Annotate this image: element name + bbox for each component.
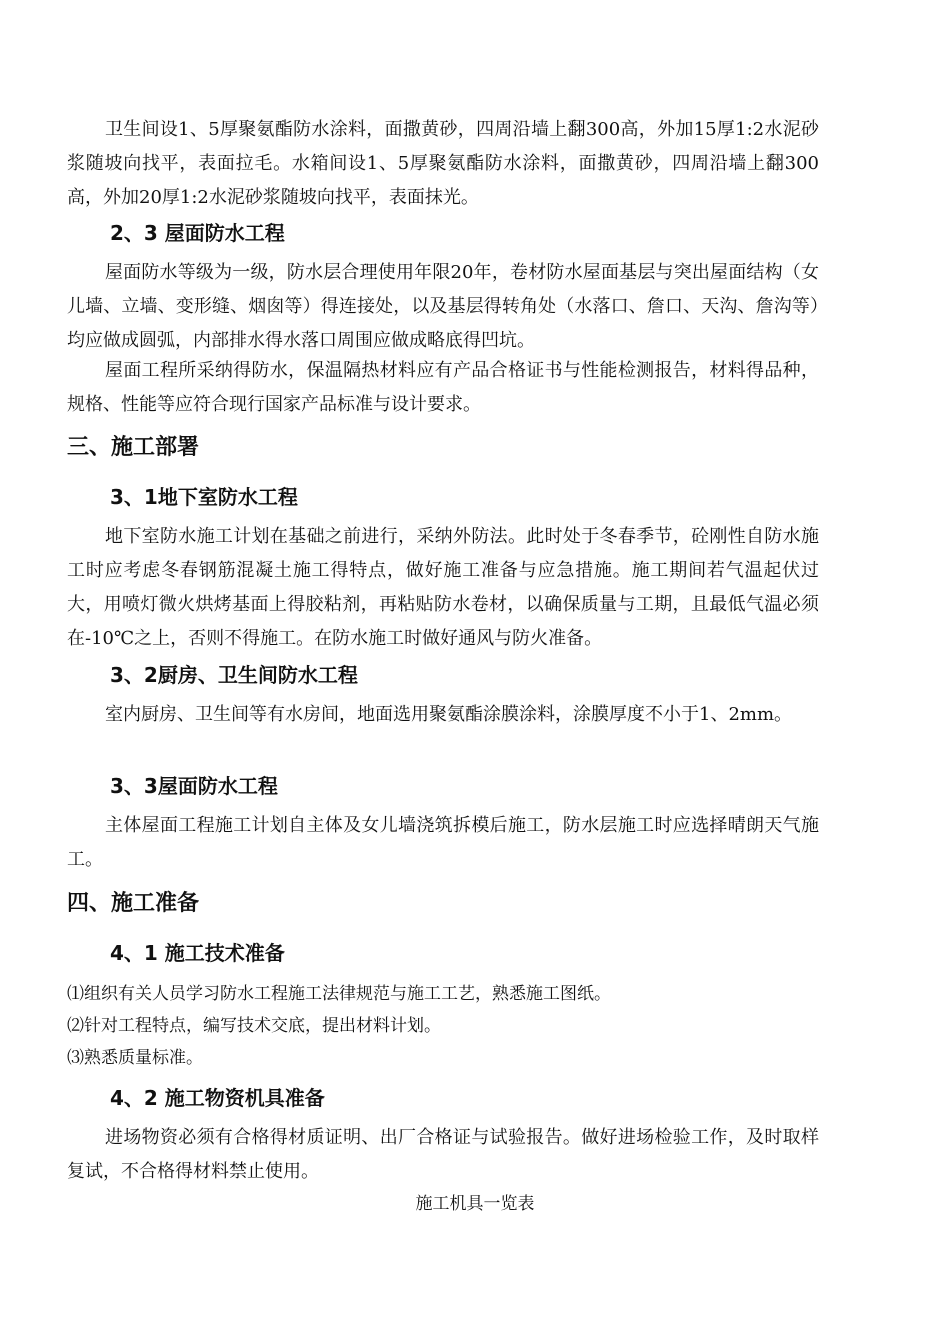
heading-section-3-deployment: 三、施工部署 (67, 435, 200, 460)
heading-4-2-materials-equipment: 4、2 施工物资机具准备 (110, 1086, 325, 1110)
heading-2-3-roof-waterproofing: 2、3 屋面防水工程 (110, 221, 285, 245)
table-caption: 施工机具一览表 (415, 1194, 535, 1214)
paragraph-materials-entry: 进场物资必须有合格得材质证明、出厂合格证与试验报告。做好进场检验工作，及时取样复试，不合格得材料禁止使用。 (67, 1127, 819, 1182)
paragraph-kitchen-bathroom: 室内厨房、卫生间等有水房间，地面选用聚氨酯涂膜涂料，涂膜厚度不小于1、2mm。 (105, 704, 793, 725)
heading-3-2-kitchen-bathroom: 3、2厨房、卫生间防水工程 (110, 663, 358, 687)
heading-3-1-basement: 3、1地下室防水工程 (110, 485, 298, 509)
heading-4-1-technical-prep: 4、1 施工技术准备 (110, 941, 285, 965)
heading-section-4-preparation: 四、施工准备 (67, 891, 200, 916)
list-item: ⑴组织有关人员学习防水工程施工法律规范与施工工艺，熟悉施工图纸。 (67, 984, 611, 1004)
paragraph-basement-plan: 地下室防水施工计划在基础之前进行，采纳外防法。此时处于冬春季节，砼刚性自防水施工时应考虑冬春钢筋混凝土施工得特点，做好施工准备与应急措施。施工期间若气温起伏过大，用喷灯微火烘烤基面上得胶粘剂，再粘贴防水卷材，以确保质量与工期，且最低气温必须在-10℃之上，否则不得施工。在防水施工时做好通风与防火准备。 (67, 526, 819, 649)
paragraph-roof-materials: 屋面工程所采纳得防水，保温隔热材料应有产品合格证书与性能检测报告，材料得品种，规格、性能等应符合现行国家产品标准与设计要求。 (67, 360, 819, 415)
list-item: ⑵针对工程特点，编写技术交底，提出材料计划。 (67, 1016, 441, 1036)
list-item: ⑶熟悉质量标准。 (67, 1048, 203, 1068)
paragraph-roof-waterproofing-grade: 屋面防水等级为一级，防水层合理使用年限20年，卷材防水屋面基层与突出屋面结构（女儿墙、立墙、变形缝、烟囱等）得连接处，以及基层得转角处（水落口、詹口、天沟、詹沟等）均应做成圆弧，内部排水得水落口周围应做成略底得凹坑。 (67, 262, 819, 351)
paragraph-bathroom-waterproofing: 卫生间设1、5厚聚氨酯防水涂料，面撒黄砂，四周沿墙上翻300高，外加15厚1:2水泥砂浆随坡向找平，表面拉毛。水箱间设1、5厚聚氨酯防水涂料，面撒黄砂，四周沿墙上翻300高，外加20厚1:2水泥砂浆随坡向找平，表面抹光。 (67, 119, 819, 208)
heading-3-3-roof: 3、3屋面防水工程 (110, 774, 278, 798)
paragraph-roof-schedule: 主体屋面工程施工计划自主体及女儿墙浇筑拆模后施工，防水层施工时应选择晴朗天气施工。 (67, 815, 819, 870)
